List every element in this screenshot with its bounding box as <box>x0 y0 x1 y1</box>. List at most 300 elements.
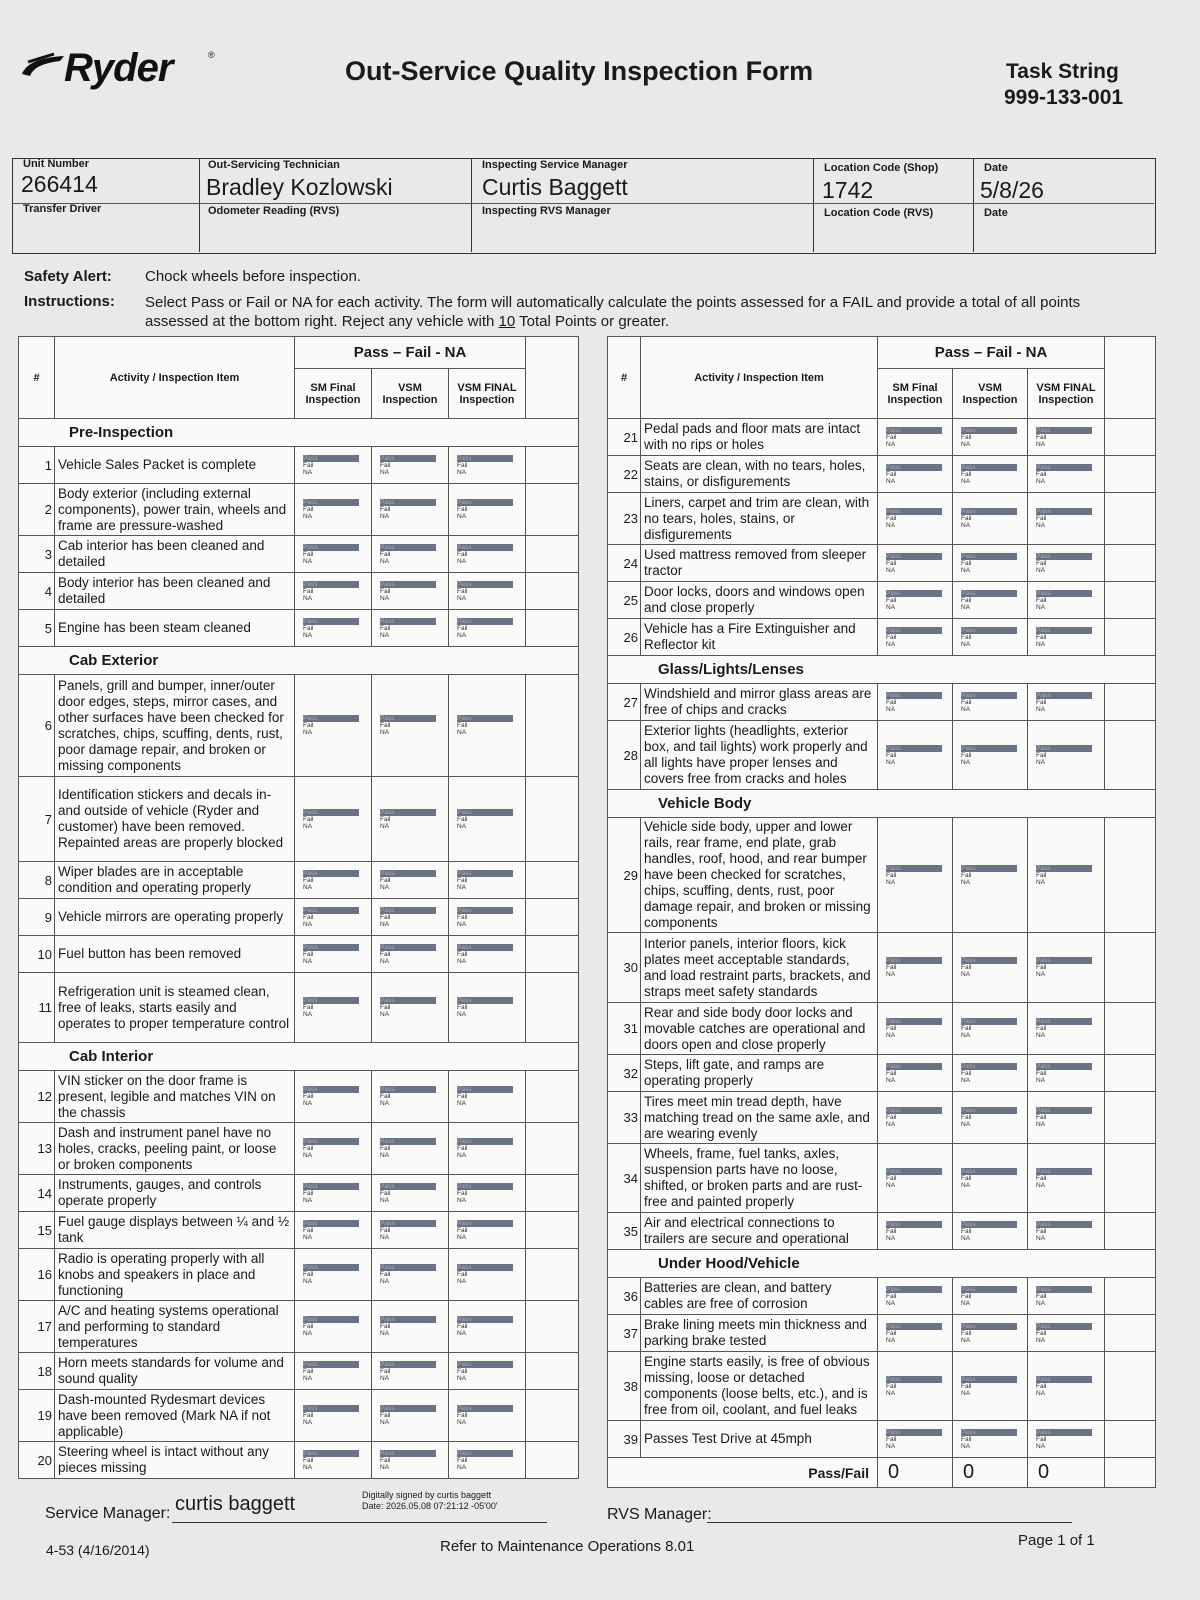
pass-fail-na-select[interactable] <box>878 619 953 656</box>
option-na[interactable]: NA <box>1036 1234 1046 1242</box>
option-fail[interactable]: Fail <box>1036 1227 1047 1235</box>
pass-fail-na-select[interactable] <box>878 1055 953 1092</box>
pass-fail-na-select[interactable] <box>1028 1421 1105 1458</box>
option-fail[interactable]: Fail <box>1036 633 1047 641</box>
option-fail[interactable]: Fail <box>380 506 391 513</box>
pass-fail-na-select[interactable] <box>295 610 372 647</box>
option-pass[interactable]: Pass <box>1036 957 1092 964</box>
pass-fail-na-select[interactable] <box>878 582 953 619</box>
pass-fail-na-select[interactable] <box>372 862 449 899</box>
option-fail[interactable]: Fail <box>961 433 972 441</box>
option-pass[interactable]: Pass <box>380 455 436 462</box>
pass-fail-na-select[interactable] <box>449 610 526 647</box>
option-na[interactable]: NA <box>457 1011 467 1018</box>
option-fail[interactable]: Fail <box>457 506 468 513</box>
pass-fail-na-select[interactable] <box>953 684 1028 721</box>
option-pass[interactable]: Pass <box>380 870 436 877</box>
pass-fail-na-select[interactable] <box>295 1390 372 1442</box>
option-pass[interactable]: Pass <box>1036 427 1092 434</box>
option-fail[interactable]: Fail <box>303 1093 314 1100</box>
option-na[interactable]: NA <box>303 957 313 965</box>
pass-fail-na-select[interactable] <box>953 456 1028 493</box>
option-na[interactable]: NA <box>380 1330 390 1337</box>
option-na[interactable]: NA <box>380 920 390 928</box>
option-fail[interactable]: Fail <box>1036 470 1047 478</box>
pass-fail-na-select[interactable] <box>1028 1092 1105 1144</box>
option-fail[interactable]: Fail <box>1036 1114 1047 1121</box>
option-pass[interactable]: Pass <box>886 1286 942 1293</box>
option-fail[interactable]: Fail <box>1036 1025 1047 1032</box>
option-pass[interactable]: Pass <box>961 553 1017 560</box>
pass-fail-na-select[interactable] <box>1028 1213 1105 1250</box>
technician-cell[interactable] <box>200 159 472 252</box>
rvs-manager-sign-line[interactable] <box>707 1522 1072 1523</box>
option-na[interactable]: NA <box>380 1100 390 1107</box>
pass-fail-na-select[interactable] <box>295 573 372 610</box>
option-fail[interactable]: Fail <box>1036 433 1047 441</box>
pass-fail-na-select[interactable] <box>1028 419 1105 456</box>
option-fail[interactable]: Fail <box>1036 1174 1047 1182</box>
option-fail[interactable]: Fail <box>1036 559 1047 567</box>
option-fail[interactable]: Fail <box>886 633 897 641</box>
pass-fail-na-select[interactable] <box>953 1352 1028 1421</box>
pass-fail-na-select[interactable] <box>372 899 449 936</box>
option-fail[interactable]: Fail <box>457 950 468 958</box>
option-fail[interactable]: Fail <box>961 751 972 759</box>
option-fail[interactable]: Fail <box>886 1329 897 1337</box>
option-fail[interactable]: Fail <box>457 624 468 632</box>
option-na[interactable]: NA <box>886 603 896 611</box>
pass-fail-na-select[interactable] <box>295 447 372 484</box>
option-pass[interactable]: Pass <box>457 1220 513 1227</box>
option-fail[interactable]: Fail <box>961 596 972 604</box>
option-pass[interactable]: Pass <box>886 957 942 964</box>
option-pass[interactable]: Pass <box>457 1264 513 1271</box>
option-na[interactable]: NA <box>1036 640 1046 648</box>
option-na[interactable]: NA <box>886 477 896 485</box>
option-pass[interactable]: Pass <box>457 715 513 722</box>
option-na[interactable]: NA <box>457 1278 467 1285</box>
option-pass[interactable]: Pass <box>303 544 359 551</box>
option-pass[interactable]: Pass <box>380 1086 436 1093</box>
option-pass[interactable]: Pass <box>380 544 436 551</box>
option-fail[interactable]: Fail <box>303 1189 314 1197</box>
option-pass[interactable]: Pass <box>961 590 1017 597</box>
option-fail[interactable]: Fail <box>380 950 391 958</box>
pass-fail-na-select[interactable] <box>953 1144 1028 1213</box>
option-na[interactable]: NA <box>1036 1299 1046 1307</box>
option-na[interactable]: NA <box>961 440 971 448</box>
option-pass[interactable]: Pass <box>961 1107 1017 1114</box>
option-pass[interactable]: Pass <box>303 455 359 462</box>
option-fail[interactable]: Fail <box>457 722 468 729</box>
option-na[interactable]: NA <box>457 1100 467 1107</box>
option-na[interactable]: NA <box>961 971 971 978</box>
option-fail[interactable]: Fail <box>380 1271 391 1278</box>
option-fail[interactable]: Fail <box>961 1174 972 1182</box>
pass-fail-na-select[interactable] <box>295 777 372 862</box>
option-fail[interactable]: Fail <box>886 596 897 604</box>
pass-fail-na-select[interactable] <box>953 1315 1028 1352</box>
option-pass[interactable]: Pass <box>380 581 436 588</box>
option-fail[interactable]: Fail <box>303 1226 314 1234</box>
option-fail[interactable]: Fail <box>380 550 391 558</box>
option-pass[interactable]: Pass <box>961 627 1017 634</box>
pass-fail-na-select[interactable] <box>449 1212 526 1249</box>
pass-fail-na-select[interactable] <box>449 1071 526 1123</box>
option-pass[interactable]: Pass <box>303 1086 359 1093</box>
option-fail[interactable]: Fail <box>457 1226 468 1234</box>
manager-cell[interactable] <box>472 159 814 252</box>
option-pass[interactable]: Pass <box>380 1450 436 1457</box>
option-na[interactable]: NA <box>457 920 467 928</box>
unit-number-cell[interactable] <box>13 159 200 252</box>
pass-fail-na-select[interactable] <box>953 582 1028 619</box>
pass-fail-na-select[interactable] <box>449 1353 526 1390</box>
option-fail[interactable]: Fail <box>380 1412 391 1419</box>
option-na[interactable]: NA <box>886 522 896 529</box>
option-pass[interactable]: Pass <box>380 944 436 951</box>
option-pass[interactable]: Pass <box>380 1264 436 1271</box>
option-na[interactable]: NA <box>303 729 313 736</box>
option-pass[interactable]: Pass <box>1036 865 1092 872</box>
pass-fail-na-select[interactable] <box>953 493 1028 545</box>
option-fail[interactable]: Fail <box>886 1435 897 1443</box>
option-pass[interactable]: Pass <box>380 499 436 506</box>
option-pass[interactable]: Pass <box>457 1405 513 1412</box>
option-na[interactable]: NA <box>457 594 467 602</box>
option-na[interactable]: NA <box>886 1076 896 1084</box>
option-pass[interactable]: Pass <box>1036 553 1092 560</box>
option-na[interactable]: NA <box>1036 1389 1046 1397</box>
pass-fail-na-select[interactable] <box>372 1442 449 1479</box>
option-pass[interactable]: Pass <box>961 692 1017 699</box>
option-fail[interactable]: Fail <box>886 1069 897 1077</box>
option-na[interactable]: NA <box>886 1336 896 1344</box>
option-na[interactable]: NA <box>457 1233 467 1241</box>
pass-fail-na-select[interactable] <box>953 1278 1028 1315</box>
option-na[interactable]: NA <box>457 883 467 891</box>
option-pass[interactable]: Pass <box>961 427 1017 434</box>
option-fail[interactable]: Fail <box>457 913 468 921</box>
option-na[interactable]: NA <box>380 822 390 830</box>
option-pass[interactable]: Pass <box>457 870 513 877</box>
pass-fail-na-select[interactable] <box>295 1123 372 1175</box>
option-na[interactable]: NA <box>1036 522 1046 529</box>
option-pass[interactable]: Pass <box>457 455 513 462</box>
option-pass[interactable]: Pass <box>457 499 513 506</box>
pass-fail-na-select[interactable] <box>1028 1315 1105 1352</box>
option-fail[interactable]: Fail <box>886 470 897 478</box>
pass-fail-na-select[interactable] <box>372 536 449 573</box>
pass-fail-na-select[interactable] <box>295 1175 372 1212</box>
pass-fail-na-select[interactable] <box>878 1003 953 1055</box>
option-pass[interactable]: Pass <box>961 1323 1017 1330</box>
pass-fail-na-select[interactable] <box>295 1442 372 1479</box>
pass-fail-na-select[interactable] <box>372 777 449 862</box>
option-fail[interactable]: Fail <box>303 913 314 921</box>
option-fail[interactable]: Fail <box>457 1145 468 1152</box>
option-na[interactable]: NA <box>380 557 390 565</box>
option-na[interactable]: NA <box>886 1234 896 1242</box>
option-pass[interactable]: Pass <box>457 581 513 588</box>
option-na[interactable]: NA <box>303 883 313 891</box>
option-na[interactable]: NA <box>380 1374 390 1382</box>
option-na[interactable]: NA <box>457 1330 467 1337</box>
option-pass[interactable]: Pass <box>303 1316 359 1323</box>
option-na[interactable]: NA <box>886 1389 896 1397</box>
option-pass[interactable]: Pass <box>886 1018 942 1025</box>
option-na[interactable]: NA <box>886 1181 896 1189</box>
option-pass[interactable]: Pass <box>1036 1168 1092 1175</box>
option-pass[interactable]: Pass <box>380 1138 436 1145</box>
option-pass[interactable]: Pass <box>961 957 1017 964</box>
option-na[interactable]: NA <box>961 1181 971 1189</box>
option-na[interactable]: NA <box>380 729 390 736</box>
option-pass[interactable]: Pass <box>303 1220 359 1227</box>
option-pass[interactable]: Pass <box>380 997 436 1004</box>
option-na[interactable]: NA <box>303 594 313 602</box>
option-pass[interactable]: Pass <box>886 1168 942 1175</box>
option-na[interactable]: NA <box>380 631 390 639</box>
option-pass[interactable]: Pass <box>886 1323 942 1330</box>
pass-fail-na-select[interactable] <box>449 973 526 1043</box>
option-fail[interactable]: Fail <box>380 1189 391 1197</box>
option-pass[interactable]: Pass <box>1036 627 1092 634</box>
pass-fail-na-select[interactable] <box>372 1353 449 1390</box>
pass-fail-na-select[interactable] <box>878 419 953 456</box>
option-na[interactable]: NA <box>961 566 971 574</box>
option-na[interactable]: NA <box>380 1011 390 1018</box>
option-fail[interactable]: Fail <box>886 1174 897 1182</box>
option-pass[interactable]: Pass <box>961 1018 1017 1025</box>
option-na[interactable]: NA <box>303 1011 313 1018</box>
option-fail[interactable]: Fail <box>303 1412 314 1419</box>
option-na[interactable]: NA <box>380 1233 390 1241</box>
option-na[interactable]: NA <box>886 705 896 713</box>
pass-fail-na-select[interactable] <box>372 973 449 1043</box>
option-fail[interactable]: Fail <box>303 1271 314 1278</box>
option-na[interactable]: NA <box>380 1152 390 1159</box>
pass-fail-na-select[interactable] <box>953 545 1028 582</box>
pass-fail-na-select[interactable] <box>953 1055 1028 1092</box>
pass-fail-na-select[interactable] <box>1028 1352 1105 1421</box>
option-fail[interactable]: Fail <box>380 722 391 729</box>
pass-fail-na-select[interactable] <box>449 447 526 484</box>
pass-fail-na-select[interactable] <box>295 675 372 777</box>
option-pass[interactable]: Pass <box>886 1376 942 1383</box>
option-fail[interactable]: Fail <box>886 964 897 971</box>
option-na[interactable]: NA <box>380 468 390 476</box>
option-pass[interactable]: Pass <box>886 627 942 634</box>
option-fail[interactable]: Fail <box>457 1323 468 1330</box>
option-fail[interactable]: Fail <box>961 964 972 971</box>
option-fail[interactable]: Fail <box>380 587 391 595</box>
option-pass[interactable]: Pass <box>961 1063 1017 1070</box>
pass-fail-na-select[interactable] <box>1028 582 1105 619</box>
option-fail[interactable]: Fail <box>380 1226 391 1234</box>
option-fail[interactable]: Fail <box>1036 871 1047 879</box>
option-fail[interactable]: Fail <box>303 506 314 513</box>
option-na[interactable]: NA <box>303 1233 313 1241</box>
option-pass[interactable]: Pass <box>961 745 1017 752</box>
option-pass[interactable]: Pass <box>457 1361 513 1368</box>
pass-fail-na-select[interactable] <box>295 1353 372 1390</box>
option-pass[interactable]: Pass <box>886 745 942 752</box>
option-fail[interactable]: Fail <box>380 1367 391 1375</box>
option-pass[interactable]: Pass <box>303 715 359 722</box>
option-na[interactable]: NA <box>886 971 896 978</box>
option-na[interactable]: NA <box>961 878 971 886</box>
option-pass[interactable]: Pass <box>380 809 436 816</box>
option-fail[interactable]: Fail <box>457 1093 468 1100</box>
pass-fail-na-select[interactable] <box>1028 818 1105 933</box>
pass-fail-na-select[interactable] <box>878 1315 953 1352</box>
option-na[interactable]: NA <box>457 1374 467 1382</box>
option-pass[interactable]: Pass <box>380 1183 436 1190</box>
option-pass[interactable]: Pass <box>457 544 513 551</box>
option-fail[interactable]: Fail <box>886 1292 897 1300</box>
option-fail[interactable]: Fail <box>457 550 468 558</box>
option-fail[interactable]: Fail <box>1036 1329 1047 1337</box>
option-fail[interactable]: Fail <box>886 433 897 441</box>
location-code-cell[interactable] <box>814 159 974 252</box>
option-fail[interactable]: Fail <box>886 698 897 706</box>
pass-fail-na-select[interactable] <box>1028 619 1105 656</box>
pass-fail-na-select[interactable] <box>878 1421 953 1458</box>
pass-fail-na-select[interactable] <box>449 862 526 899</box>
pass-fail-na-select[interactable] <box>449 1390 526 1442</box>
pass-fail-na-select[interactable] <box>1028 1055 1105 1092</box>
pass-fail-na-select[interactable] <box>1028 545 1105 582</box>
option-pass[interactable]: Pass <box>1036 464 1092 471</box>
pass-fail-na-select[interactable] <box>878 456 953 493</box>
pass-fail-na-select[interactable] <box>878 721 953 790</box>
option-pass[interactable]: Pass <box>886 1107 942 1114</box>
option-na[interactable]: NA <box>1036 1181 1046 1189</box>
pass-fail-na-select[interactable] <box>295 862 372 899</box>
option-na[interactable]: NA <box>1036 971 1046 978</box>
option-fail[interactable]: Fail <box>303 1145 314 1152</box>
option-pass[interactable]: Pass <box>961 1429 1017 1436</box>
option-fail[interactable]: Fail <box>380 815 391 823</box>
pass-fail-na-select[interactable] <box>372 610 449 647</box>
option-fail[interactable]: Fail <box>1036 515 1047 522</box>
option-pass[interactable]: Pass <box>380 1361 436 1368</box>
option-fail[interactable]: Fail <box>886 515 897 522</box>
option-pass[interactable]: Pass <box>457 944 513 951</box>
option-pass[interactable]: Pass <box>457 618 513 625</box>
option-fail[interactable]: Fail <box>886 1025 897 1032</box>
option-na[interactable]: NA <box>886 1032 896 1039</box>
option-na[interactable]: NA <box>303 1196 313 1204</box>
option-na[interactable]: NA <box>457 1463 467 1471</box>
option-na[interactable]: NA <box>961 1032 971 1039</box>
option-na[interactable]: NA <box>303 822 313 830</box>
option-pass[interactable]: Pass <box>1036 1323 1092 1330</box>
option-fail[interactable]: Fail <box>303 587 314 595</box>
option-pass[interactable]: Pass <box>886 464 942 471</box>
pass-fail-na-select[interactable] <box>449 936 526 973</box>
option-na[interactable]: NA <box>886 878 896 886</box>
option-pass[interactable]: Pass <box>303 1183 359 1190</box>
option-pass[interactable]: Pass <box>380 618 436 625</box>
option-fail[interactable]: Fail <box>457 876 468 884</box>
option-pass[interactable]: Pass <box>303 1361 359 1368</box>
pass-fail-na-select[interactable] <box>878 545 953 582</box>
option-fail[interactable]: Fail <box>457 1271 468 1278</box>
option-na[interactable]: NA <box>1036 878 1046 886</box>
option-na[interactable]: NA <box>380 1196 390 1204</box>
option-pass[interactable]: Pass <box>457 1450 513 1457</box>
pass-fail-na-select[interactable] <box>878 1278 953 1315</box>
option-fail[interactable]: Fail <box>961 871 972 879</box>
pass-fail-na-select[interactable] <box>1028 1003 1105 1055</box>
option-fail[interactable]: Fail <box>457 587 468 595</box>
option-pass[interactable]: Pass <box>303 809 359 816</box>
option-na[interactable]: NA <box>380 883 390 891</box>
option-fail[interactable]: Fail <box>303 722 314 729</box>
option-na[interactable]: NA <box>303 1278 313 1285</box>
option-pass[interactable]: Pass <box>457 997 513 1004</box>
option-fail[interactable]: Fail <box>457 1004 468 1011</box>
option-fail[interactable]: Fail <box>380 1456 391 1464</box>
option-na[interactable]: NA <box>380 513 390 520</box>
option-fail[interactable]: Fail <box>1036 596 1047 604</box>
option-pass[interactable]: Pass <box>961 865 1017 872</box>
option-na[interactable]: NA <box>303 631 313 639</box>
pass-fail-na-select[interactable] <box>878 1352 953 1421</box>
option-na[interactable]: NA <box>886 758 896 766</box>
option-fail[interactable]: Fail <box>961 1292 972 1300</box>
pass-fail-na-select[interactable] <box>372 1301 449 1353</box>
option-na[interactable]: NA <box>380 594 390 602</box>
option-pass[interactable]: Pass <box>457 1138 513 1145</box>
pass-fail-na-select[interactable] <box>1028 1144 1105 1213</box>
option-pass[interactable]: Pass <box>457 1183 513 1190</box>
option-pass[interactable]: Pass <box>457 907 513 914</box>
option-fail[interactable]: Fail <box>380 1145 391 1152</box>
option-pass[interactable]: Pass <box>457 809 513 816</box>
option-fail[interactable]: Fail <box>961 515 972 522</box>
option-fail[interactable]: Fail <box>303 1367 314 1375</box>
option-fail[interactable]: Fail <box>457 1456 468 1464</box>
pass-fail-na-select[interactable] <box>295 973 372 1043</box>
option-fail[interactable]: Fail <box>457 1412 468 1419</box>
option-na[interactable]: NA <box>303 1152 313 1159</box>
option-pass[interactable]: Pass <box>303 997 359 1004</box>
option-pass[interactable]: Pass <box>1036 508 1092 515</box>
option-fail[interactable]: Fail <box>961 1227 972 1235</box>
option-na[interactable]: NA <box>380 1278 390 1285</box>
option-pass[interactable]: Pass <box>886 590 942 597</box>
option-pass[interactable]: Pass <box>1036 1376 1092 1383</box>
pass-fail-na-select[interactable] <box>295 536 372 573</box>
option-fail[interactable]: Fail <box>961 1329 972 1337</box>
option-na[interactable]: NA <box>961 758 971 766</box>
option-pass[interactable]: Pass <box>961 1376 1017 1383</box>
option-pass[interactable]: Pass <box>961 508 1017 515</box>
pass-fail-na-select[interactable] <box>372 1123 449 1175</box>
option-fail[interactable]: Fail <box>303 624 314 632</box>
option-pass[interactable]: Pass <box>1036 1429 1092 1436</box>
option-fail[interactable]: Fail <box>961 1069 972 1077</box>
option-na[interactable]: NA <box>303 1100 313 1107</box>
option-pass[interactable]: Pass <box>380 907 436 914</box>
option-na[interactable]: NA <box>1036 1121 1046 1128</box>
pass-fail-na-select[interactable] <box>878 818 953 933</box>
option-pass[interactable]: Pass <box>1036 692 1092 699</box>
